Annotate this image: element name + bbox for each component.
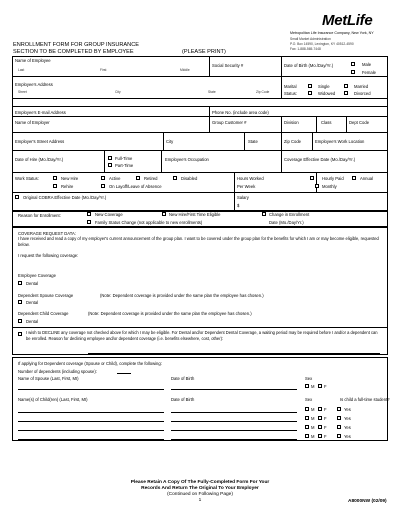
child-m-label: M [311,416,315,421]
class-label: Class [321,120,332,125]
child-dob-line[interactable] [171,412,297,413]
email-label: Employee's E-mail Address [15,110,66,115]
hire-date-label: Date of Hire (Mo./Day/Yr.) [15,157,64,162]
child-coverage-title: Dependent Child Coverage [18,311,69,316]
status-label: Status: [284,91,298,96]
decline-text: I wish to DECLINE any coverage not checked above for which I may be eligible. For Dental and/or Dependent Dental Coverage, a waiting period may be required before I and/or a dependent can be enrolled. Reason for declining employee and/or dependent coverage (i.e. benefits elsewhere, cost, other): [26,330,378,341]
child-student-checkbox[interactable] [337,434,341,438]
middle-label: Middle [180,68,190,72]
work-location-label: Employee's Work Location [315,139,365,144]
employer-state-label: State [248,139,258,144]
city-label: City [115,90,121,94]
spouse-name-label: Name of Spouse (Last, First, MI) [18,376,79,381]
child-m-checkbox[interactable] [305,407,309,411]
spouse-sex-label: Sex [305,376,313,381]
child-f-checkbox[interactable] [318,407,322,411]
state-label: State [208,90,216,94]
employer-address-label: Employer's Street Address [15,139,65,144]
children-name-label: Name(s) of Child(ren) (Last, First, MI) [18,397,88,402]
employee-dental-label: Dental [26,281,39,286]
new-coverage-checkbox[interactable] [87,212,91,216]
child-f-label: F [324,434,327,439]
dept-code-label: Dept Code [349,120,370,125]
company-address: P.O. Box 14590, Lexington, KY 40512-4590 [290,41,354,46]
change-enrollment-checkbox[interactable] [262,212,266,216]
footer-line2: Records And Return The Original To Your Employer [141,486,259,491]
disabled-label: Disabled [181,176,198,181]
monthly-label: Monthly [322,184,337,189]
single-label: Single [318,84,330,89]
child-f-label: F [324,407,327,412]
employer-zip-label: Zip Code [284,139,301,144]
child-m-checkbox[interactable] [305,425,309,429]
child-m-checkbox[interactable] [305,416,309,420]
divorced-checkbox[interactable] [344,91,348,95]
child-f-checkbox[interactable] [318,425,322,429]
hourly-paid-checkbox[interactable] [310,176,314,180]
child-dental-checkbox[interactable] [18,319,22,323]
coverage-request-label: I request the following coverage: [18,253,79,258]
child-f-checkbox[interactable] [318,416,322,420]
annual-checkbox[interactable] [352,176,356,180]
family-status-checkbox[interactable] [87,220,91,224]
street-label: Street [18,90,27,94]
child-f-checkbox[interactable] [318,434,322,438]
child-dob-line[interactable] [171,430,297,431]
child-m-label: M [311,425,315,430]
child-m-checkbox[interactable] [305,434,309,438]
employee-name-label: Name of Employee [15,58,51,63]
cobra-label: Original COBRA Effective Date (Mo./Day/Yr.) [23,195,107,200]
active-label: Active [109,176,121,181]
child-student-yes-label: Yes [344,425,351,430]
spouse-name-line[interactable] [18,389,164,390]
last-label: Last [18,68,25,72]
spouse-f-label: F [324,384,327,389]
form-section: SECTION TO BE COMPLETED BY EMPLOYEE [13,49,134,55]
male-label: Male [362,62,372,67]
print-note: (PLEASE PRINT) [182,49,226,55]
per-week-label: Per Week [237,184,256,189]
reason-label: Reason for Enrollment: [18,213,61,218]
on-layoff-label: On Layoff/Leave of Absence [109,184,162,189]
child-student-checkbox[interactable] [337,407,341,411]
annual-label: Annual [360,176,374,181]
footer-line3: (Continued on Following Page) [167,492,233,497]
active-checkbox[interactable] [101,176,105,180]
disabled-checkbox[interactable] [173,176,177,180]
divorced-label: Divorced [354,91,371,96]
widowed-checkbox[interactable] [308,91,312,95]
employer-name-label: Name of Employer [15,120,50,125]
coverage-heading: COVERAGE REQUEST DATA: [18,231,76,236]
hourly-paid-label: Hourly Paid [322,176,344,181]
work-status-label: Work Status: [15,176,39,181]
spouse-coverage-note: (Note: Dependent coverage is provided under the same plan the employee has chosen.) [100,293,264,298]
zip-label: Zip Code [256,90,270,94]
student-label: Is child a full-time student? [340,397,390,402]
female-checkbox[interactable] [351,70,355,74]
spouse-m-label: M [311,384,315,389]
marital-label: Marital [284,84,297,89]
new-hire-checkbox[interactable] [53,176,57,180]
spouse-dental-label: Dental [26,300,39,305]
salary-dollar: $ [237,203,240,208]
metlife-logo: MetLife [322,12,373,29]
full-time-checkbox[interactable] [108,156,112,160]
company-fax: Fax: 1-888-565-7448 [290,46,321,51]
footer-line1: Please Retain A Copy Of The Fully-Completed Form For Your [130,480,270,485]
coverage-intro: I have received and read a copy of my employer's current announcement of the group plan. I want to be covered under the group plan for the benefits for which I am or may become eligible, requested below. [18,236,379,247]
dependents-number-label: Number of dependents (including spouse): [18,369,97,374]
child-student-yes-label: Yes [344,434,351,439]
children-dob-label: Date of Birth [171,397,195,402]
spouse-dental-checkbox[interactable] [18,300,22,304]
change-enrollment-label: Change in Enrollment [269,212,310,217]
child-dob-line[interactable] [171,421,297,422]
child-name-line[interactable] [18,439,164,440]
child-student-yes-label: Yes [344,407,351,412]
enrollment-date-label: Date (Mo./Day/Yr.) [269,220,304,225]
spouse-f-checkbox[interactable] [318,384,322,388]
single-checkbox[interactable] [308,84,312,88]
child-m-label: M [311,434,315,439]
first-label: First [100,68,107,72]
decline-reason-line[interactable] [88,353,380,354]
rehire-checkbox[interactable] [53,184,57,188]
monthly-checkbox[interactable] [315,184,319,188]
rehire-label: Rehire [61,184,74,189]
occupation-label: Employee's Occupation [165,157,209,162]
new-hire-first-checkbox[interactable] [162,212,166,216]
form-title: ENROLLMENT FORM FOR GROUP INSURANCE [13,42,139,48]
hours-worked-label: Hours Worked [237,176,264,181]
employee-coverage-label: Employee Coverage [18,273,56,278]
child-f-label: F [324,425,327,430]
family-status-label: Family Status Change (not applicable to new enrollments) [95,220,203,225]
spouse-m-checkbox[interactable] [305,384,309,388]
child-dob-line[interactable] [171,439,297,440]
child-student-yes-label: Yes [344,416,351,421]
dependents-number-input[interactable] [117,373,131,374]
part-time-label: Part-Time [115,163,134,168]
children-sex-label: Sex [305,397,313,402]
new-hire-first-label: New Hire/First Time Eligible [169,212,221,217]
group-customer-label: Group Customer # [212,120,247,125]
child-name-line[interactable] [18,421,164,422]
spouse-dob-line[interactable] [171,389,297,390]
new-hire-label: New Hire [61,176,79,181]
child-student-checkbox[interactable] [337,416,341,420]
child-student-checkbox[interactable] [337,425,341,429]
page-number: 1 [198,498,202,503]
coverage-date-label: Coverage Effective Date (Mo./Day/Yr.) [284,157,356,162]
spouse-coverage-title: Dependent Spouse Coverage [18,293,74,298]
company-name: Metropolitan Life Insurance Company, New York, NY [290,31,374,35]
child-coverage-note: (Note: Dependent coverage is provided under the same plan the employee has chosen.) [88,311,252,316]
company-admin: Small Market Administration [290,36,331,41]
cobra-checkbox[interactable] [15,195,19,199]
married-checkbox[interactable] [344,84,348,88]
ssn-label: Social Security # [212,63,244,68]
salary-label: Salary [237,195,249,200]
employee-name-input[interactable] [15,64,205,68]
phone-label: Phone No. (include area code) [212,110,269,115]
part-time-checkbox[interactable] [108,163,112,167]
child-m-label: M [311,407,315,412]
dependents-intro: If applying for Dependent coverage (Spouse or Child), complete the following: [18,361,162,366]
employee-dob-label: Date of Birth (Mo./Day/Yr.) [284,63,334,68]
form-code: A8000NW (02/09) [348,499,387,504]
child-name-line[interactable] [18,412,164,413]
retired-checkbox[interactable] [136,176,140,180]
child-dental-label: Dental [26,319,39,324]
child-name-line[interactable] [18,430,164,431]
child-f-label: F [324,416,327,421]
full-time-label: Full-Time [115,156,133,161]
decline-checkbox[interactable] [18,332,22,336]
female-label: Female [362,70,376,75]
male-checkbox[interactable] [351,62,355,66]
spouse-dob-label: Date of Birth [171,376,195,381]
married-label: Married [354,84,369,89]
on-layoff-checkbox[interactable] [101,184,105,188]
retired-label: Retired [144,176,158,181]
widowed-label: Widowed [318,91,336,96]
new-coverage-label: New Coverage [95,212,123,217]
employee-dental-checkbox[interactable] [18,281,22,285]
division-label: Division [284,120,299,125]
employer-city-label: City [166,139,174,144]
employee-address-label: Employee's Address [15,82,53,87]
